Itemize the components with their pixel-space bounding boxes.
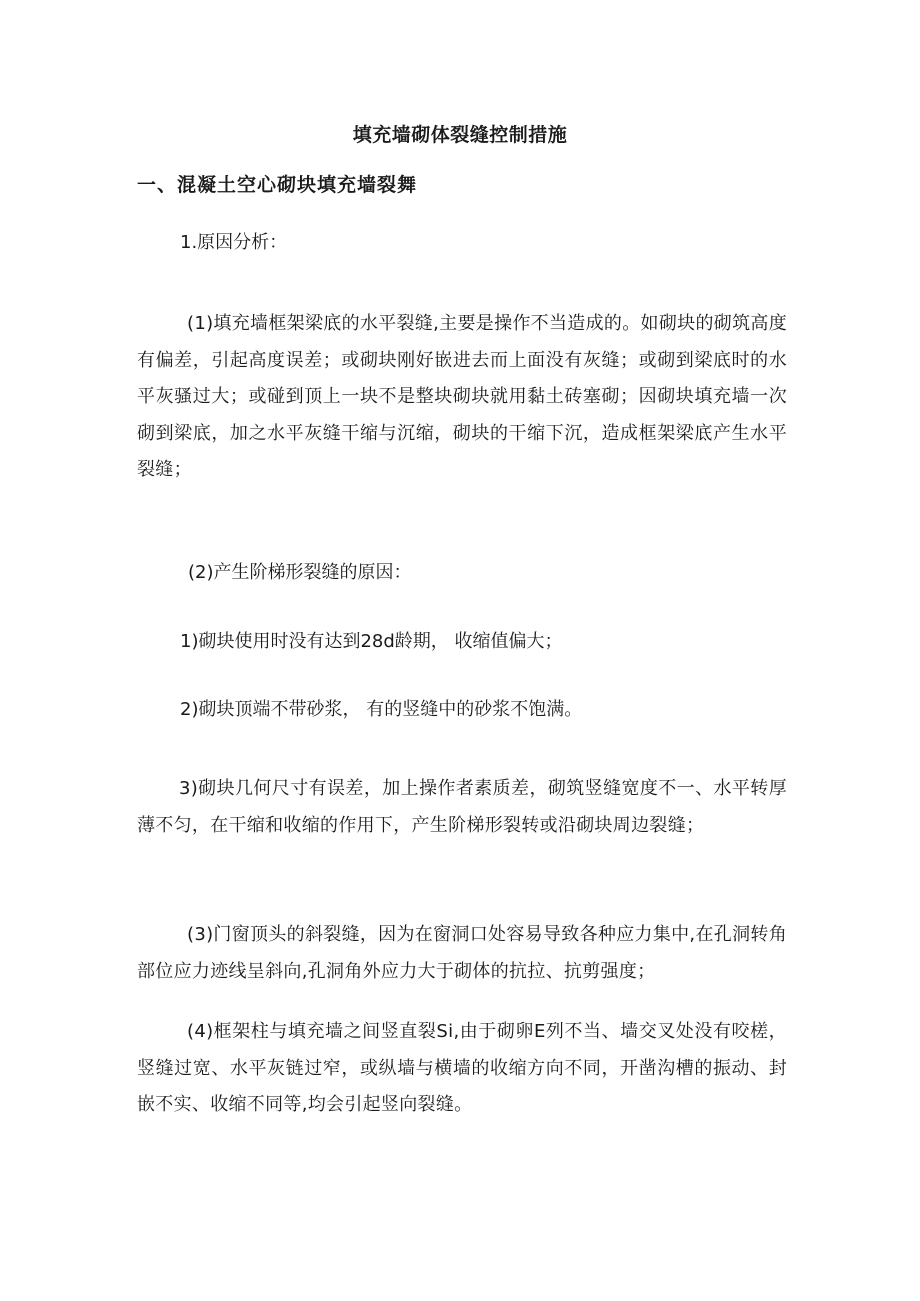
- list-item: 1)砌块使用时没有达到28d龄期， 收缩值偏大；: [180, 631, 563, 652]
- document-title: 填充墙砌体裂缝控制措施: [352, 124, 568, 146]
- paragraph-horizontal-cracks: (1)填充墙框架梁底的水平裂缝,主要是操作不当造成的。如砌块的砌筑高度有偏差，引起高度误差；或砌块刚好嵌进去而上面没有灰缝；或砌到梁底时的水平灰骚过大；或碰到顶上一块不是整块砌块就用黏土砖塞砌；因砌块填充墙一次砌到梁底，加之水平灰缝干缩与沉缩，砌块的干缩下沉，造成框架梁底产生水平裂缝；: [137, 313, 787, 480]
- paragraph-dimension-errors: 3)砌块几何尺寸有误差，加上操作者素质差，砌筑竖缝宽度不一、水平转厚薄不匀，在干缩和收缩的作用下，产生阶梯形裂转或沿砌块周边裂缝；: [137, 778, 787, 836]
- section-heading: 一、混凝土空心砌块填充墙裂舞: [137, 174, 418, 196]
- paragraph-diagonal-cracks: (3)门窗顶头的斜裂缝，因为在窗洞口处容易导致各种应力集中,在孔洞转角部位应力迹线呈斜向,孔洞角外应力大于砌体的抗拉、抗剪强度；: [137, 924, 787, 982]
- paragraph-stepped-cracks-heading: (2)产生阶梯形裂缝的原因：: [188, 562, 412, 583]
- paragraph-vertical-cracks: (4)框架柱与填充墙之间竖直裂Si,由于砌卵E列不当、墙交叉处没有咬槎，竖缝过宽、水平灰链过窄，或纵墙与横墙的收缩方向不同，开凿沟槽的振动、封嵌不实、收缩不同等,均会引起竖向裂缝。: [137, 1021, 787, 1115]
- sub-heading: 1.原因分析：: [180, 232, 288, 253]
- list-item: 2)砌块顶端不带砂浆， 有的竖缝中的砂浆不饱满。: [180, 699, 583, 720]
